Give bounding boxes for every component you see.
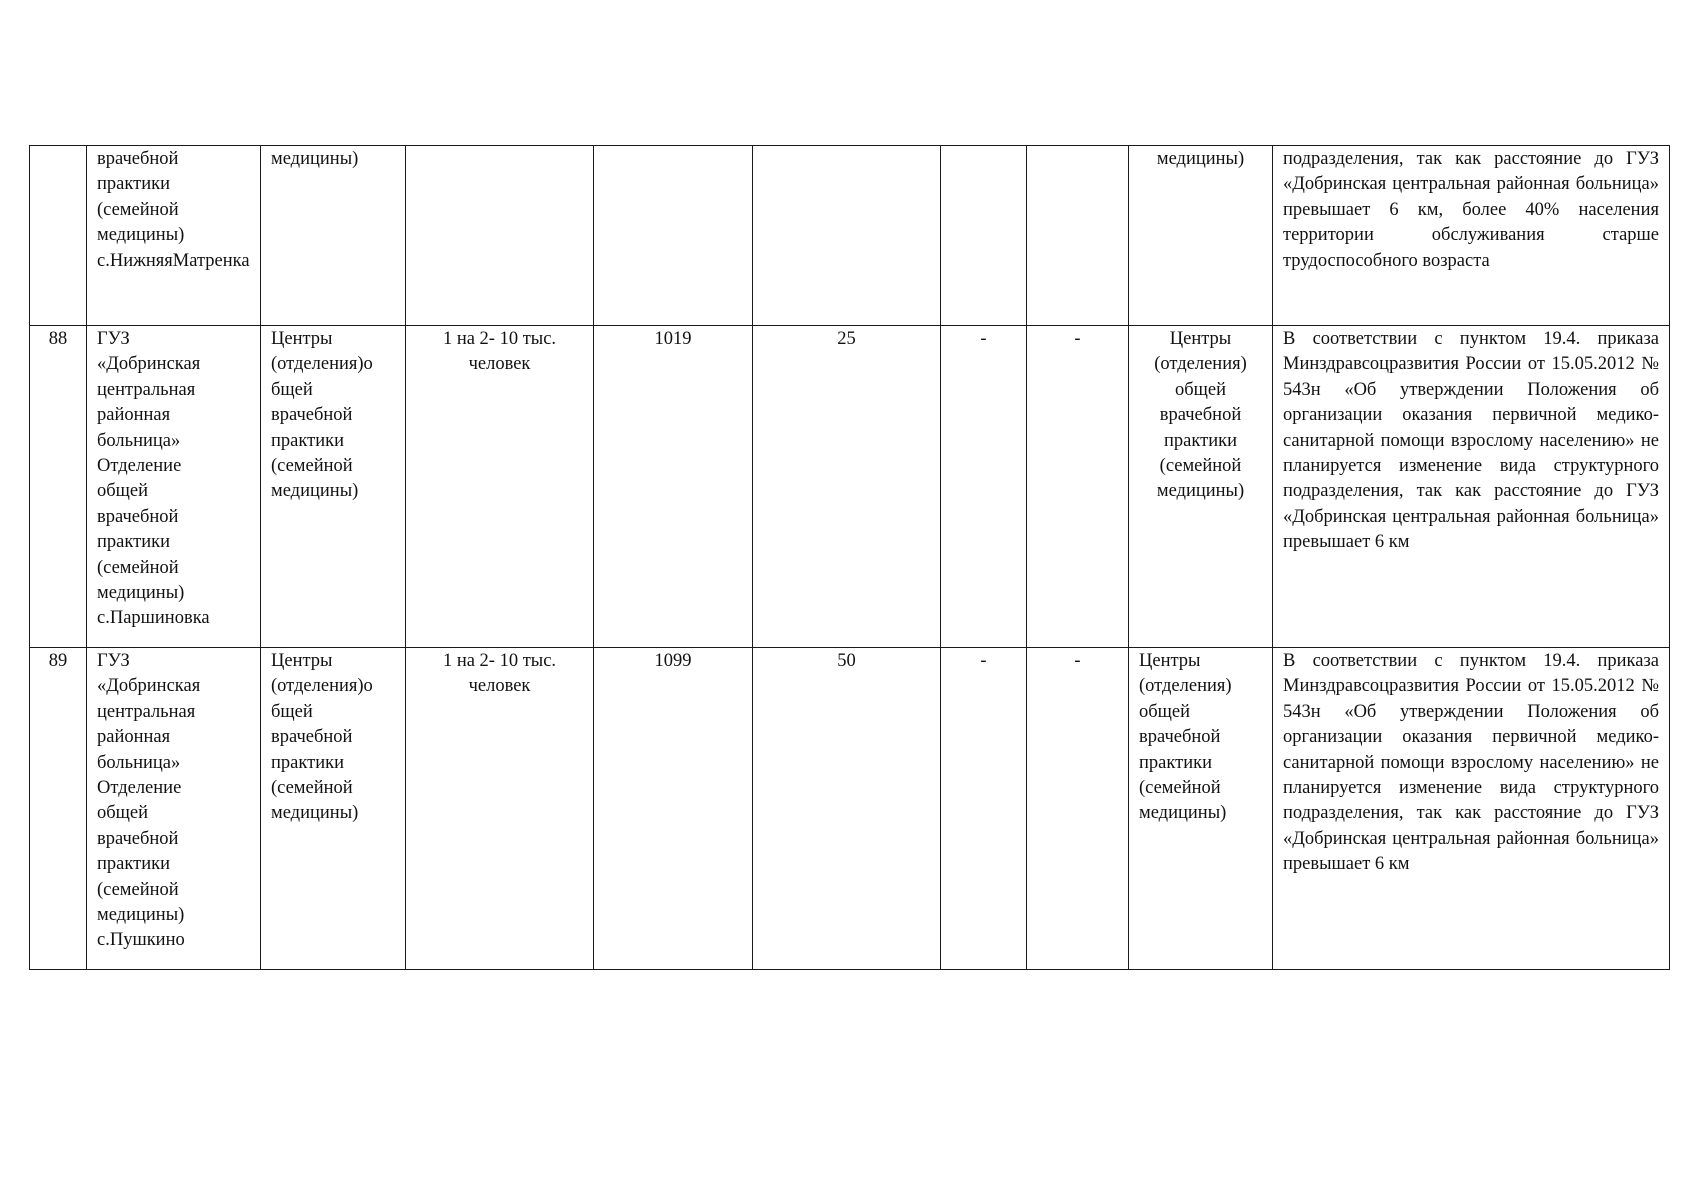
distance-cell: 25 [753,326,941,648]
column-8-cell: - [1027,648,1129,970]
planned-type-cell: медицины) [1129,146,1273,326]
population-cell [594,146,753,326]
column-7-cell [941,146,1027,326]
justification-cell: подразделения, так как расстояние до ГУЗ «Добринская центральная районная больница» превышает 6 км, более 40% населения территории обслуживания старше трудоспособного возраста [1273,146,1670,326]
planned-type-cell: Центры (отделения) общей врачебной практики (семейной медицины) [1129,326,1273,648]
distance-cell [753,146,941,326]
planned-type-cell: Центры (отделения) общей врачебной практики (семейной медицины) [1129,648,1273,970]
table-row [30,146,1670,326]
unit-type-cell: медицины) [261,146,406,326]
column-8-cell: - [1027,326,1129,648]
institution-name-cell: врачебной практики (семейной медицины) с.НижняяМатренка [87,146,261,326]
population-cell: 1019 [594,326,753,648]
unit-type-cell: Центры (отделения)о бщей врачебной практики (семейной медицины) [261,326,406,648]
population-cell: 1099 [594,648,753,970]
institution-name-cell: ГУЗ «Добринская центральная районная больница» Отделение общей врачебной практики (семейной медицины) с.Пушкино [87,648,261,970]
norm-cell: 1 на 2- 10 тыс. человек [406,326,594,648]
unit-type-cell: Центры (отделения)о бщей врачебной практики (семейной медицины) [261,648,406,970]
norm-cell [406,146,594,326]
distance-cell: 50 [753,648,941,970]
data-table [29,145,1670,970]
column-8-cell [1027,146,1129,326]
row-number-cell [30,146,87,326]
justification-cell: В соответствии с пунктом 19.4. приказа Минздравсоцразвития России от 15.05.2012 № 543н «Об утверждении Положения об организации оказания первичной медико-санитарной помощи взрослому населению» не планируется изменение вида структурного подразделения, так как расстояние до ГУЗ «Добринская центральная районная больница» превышает 6 км [1273,326,1670,648]
justification-cell: В соответствии с пунктом 19.4. приказа Минздравсоцразвития России от 15.05.2012 № 543н «Об утверждении Положения об организации оказания первичной медико-санитарной помощи взрослому населению» не планируется изменение вида структурного подразделения, так как расстояние до ГУЗ «Добринская центральная районная больница» превышает 6 км [1273,648,1670,970]
norm-cell: 1 на 2- 10 тыс. человек [406,648,594,970]
row-number-cell: 89 [30,648,87,970]
column-7-cell: - [941,326,1027,648]
table-row [30,648,1670,970]
row-number-cell: 88 [30,326,87,648]
institution-name-cell: ГУЗ «Добринская центральная районная больница» Отделение общей врачебной практики (семейной медицины) с.Паршиновка [87,326,261,648]
column-7-cell: - [941,648,1027,970]
table-row [30,326,1670,648]
